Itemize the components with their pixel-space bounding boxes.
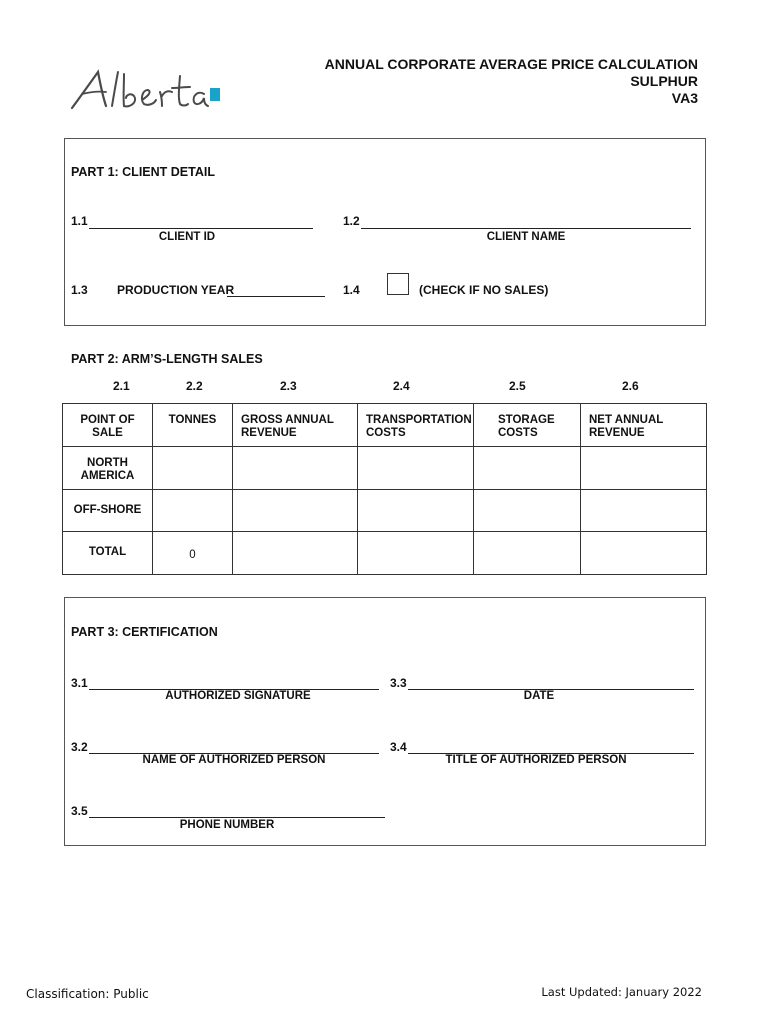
alberta-logo-mark [68,66,228,114]
col-header-tonnes: TONNES [153,404,233,447]
title-line-1: ANNUAL CORPORATE AVERAGE PRICE CALCULATION [324,56,698,72]
date-caption: DATE [523,690,555,702]
total-transportation-cell[interactable] [358,532,474,575]
production-year-input-line[interactable] [227,296,325,297]
field-3-3-number: 3.3 [390,676,407,690]
row-label-north-america: NORTH AMERICA [63,447,153,490]
table-row [63,490,707,532]
off-shore-tonnes-cell[interactable] [153,490,233,532]
off-shore-gross-revenue-cell[interactable] [233,490,358,532]
off-shore-storage-cell[interactable] [474,490,581,532]
client-name-caption: CLIENT NAME [486,231,566,243]
col-number-2-6: 2.6 [622,379,639,393]
col-number-2-4: 2.4 [393,379,410,393]
phone-number-caption: PHONE NUMBER [179,819,275,831]
col-header-storage-costs: STORAGE COSTS [474,404,581,447]
off-shore-net-revenue-cell[interactable] [581,490,707,532]
no-sales-label: (CHECK IF NO SALES) [419,283,549,297]
total-gross-revenue-cell[interactable] [233,532,358,575]
form-title [325,56,698,107]
part2-heading: PART 2: ARM’S-LENGTH SALES [71,352,263,366]
production-year-label: PRODUCTION YEAR [117,283,235,297]
total-net-revenue-cell[interactable] [581,532,707,575]
col-header-transportation-costs: TRANSPORTATION COSTS [358,404,474,447]
classification-label: Classification: Public [26,987,149,1001]
title-line-3: VA3 [671,90,698,106]
part3-heading: PART 3: CERTIFICATION [71,625,218,639]
north-america-gross-revenue-cell[interactable] [233,447,358,490]
off-shore-transportation-cell[interactable] [358,490,474,532]
field-1-4-number: 1.4 [343,283,360,297]
row-label-total: TOTAL [63,532,153,575]
field-1-2-number: 1.2 [343,214,360,228]
col-number-2-5: 2.5 [509,379,526,393]
no-sales-checkbox[interactable] [387,273,409,295]
col-header-gross-annual-revenue: GROSS ANNUAL REVENUE [233,404,358,447]
table-header-row [63,404,707,447]
client-name-input-line[interactable] [361,228,691,229]
col-header-net-annual-revenue: NET ANNUAL REVENUE [581,404,707,447]
north-america-transportation-cell[interactable] [358,447,474,490]
col-number-2-1: 2.1 [113,379,130,393]
field-3-1-number: 3.1 [71,676,88,690]
north-america-net-revenue-cell[interactable] [581,447,707,490]
authorized-signature-caption: AUTHORIZED SIGNATURE [165,690,311,702]
alberta-logo [68,66,228,114]
col-number-2-3: 2.3 [280,379,297,393]
col-number-2-2: 2.2 [186,379,203,393]
total-tonnes-cell[interactable]: 0 [153,532,233,575]
field-3-5-number: 3.5 [71,804,88,818]
table-row [63,532,707,575]
north-america-tonnes-cell[interactable] [153,447,233,490]
table-row [63,447,707,490]
title-line-2: SULPHUR [630,73,698,89]
arms-length-sales-table [62,403,707,575]
total-storage-cell[interactable] [474,532,581,575]
part1-heading: PART 1: CLIENT DETAIL [71,165,215,179]
field-1-1-number: 1.1 [71,214,88,228]
authorized-person-name-caption: NAME OF AUTHORIZED PERSON [142,754,326,766]
authorized-person-title-caption: TITLE OF AUTHORIZED PERSON [445,754,627,766]
last-updated-label: Last Updated: January 2022 [541,985,702,999]
phone-number-input-line[interactable] [89,817,385,818]
field-3-4-number: 3.4 [390,740,407,754]
field-3-2-number: 3.2 [71,740,88,754]
row-label-off-shore: OFF-SHORE [63,490,153,532]
client-id-input-line[interactable] [89,228,313,229]
logo-accent-square [210,88,220,101]
client-id-caption: CLIENT ID [158,231,216,243]
field-1-3-number: 1.3 [71,283,88,297]
north-america-storage-cell[interactable] [474,447,581,490]
col-header-point-of-sale: POINT OF SALE [63,404,153,447]
